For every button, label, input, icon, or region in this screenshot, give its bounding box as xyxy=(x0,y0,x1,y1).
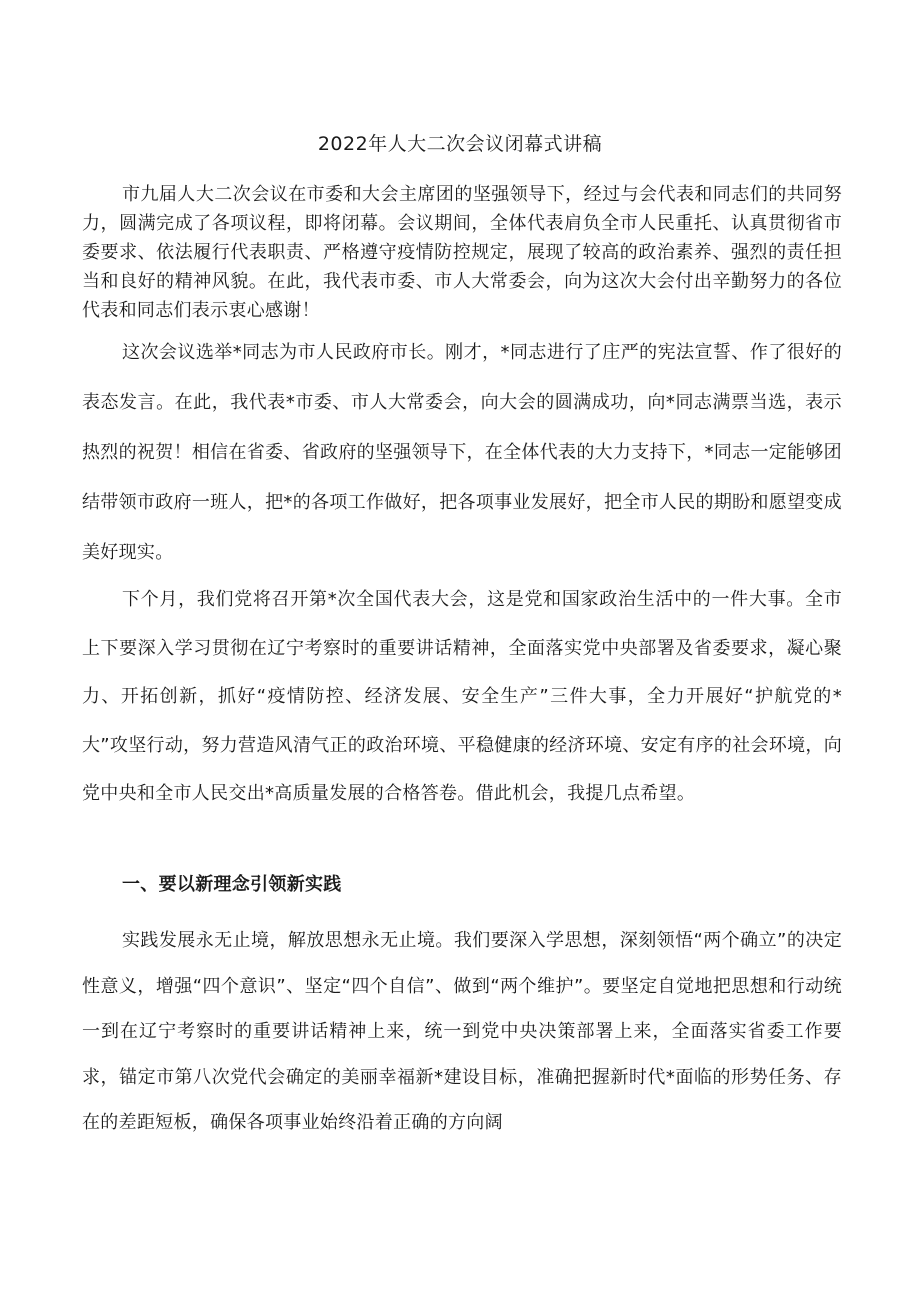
paragraph-3: 下个月，我们党将召开第*次全国代表大会，这是党和国家政治生活中的一件大事。全市上下要深入学习贯彻在辽宁考察时的重要讲话精神，全面落实党中央部署及省委要求，凝心聚力、开拓创新，抓好“疫情防控、经济发展、安全生产”三件大事，全力开展好“护航党的*大”攻坚行动，努力营造风清气正的政治环境、平稳健康的经济环境、安定有序的社会环境，向党中央和全市人民交出*高质量发展的合格答卷。借此机会，我提几点希望。 xyxy=(82,589,842,804)
section-paragraph: 实践发展永无止境，解放思想永无止境。我们要深入学思想，深刻领悟“两个确立”的决定性意义，增强“四个意识”、坚定“四个自信”、做到“两个维护”。要坚定自觉地把思想和行动统一到在辽宁考察时的重要讲话精神上来，统一到党中央决策部署上来，全面落实省委工作要求，锚定市第八次党代会确定的美丽幸福新*建设目标，准确把握新时代*面临的形势任务、存在的差距短板，确保各项事业始终沿着正确的方向阔 xyxy=(82,930,842,1134)
paragraph-1: 市九届人大二次会议在市委和大会主席团的坚强领导下，经过与会代表和同志们的共同努力，圆满完成了各项议程，即将闭幕。会议期间，全体代表肩负全市人民重托、认真贯彻省市委要求、依法履行代表职责、严格遵守疫情防控规定，展现了较高的政治素养、强烈的责任担当和良好的精神风貌。在此，我代表市委、市人大常委会，向为这次大会付出辛勤努力的各位代表和同志们表示衷心感谢！ xyxy=(82,184,842,321)
document-title: 2022年人大二次会议闭幕式讲稿 xyxy=(317,133,603,155)
section-heading: 一、要以新理念引领新实践 xyxy=(122,874,342,895)
paragraph-2: 这次会议选举*同志为市人民政府市长。刚才，*同志进行了庄严的宪法宣誓、作了很好的表态发言。在此，我代表*市委、市人大常委会，向大会的圆满成功，向*同志满票当选，表示热烈的祝贺！相信在省委、省政府的坚强领导下，在全体代表的大力支持下，*同志一定能够团结带领市政府一班人，把*的各项工作做好，把各项事业发展好，把全市人民的期盼和愿望变成美好现实。 xyxy=(82,342,842,563)
